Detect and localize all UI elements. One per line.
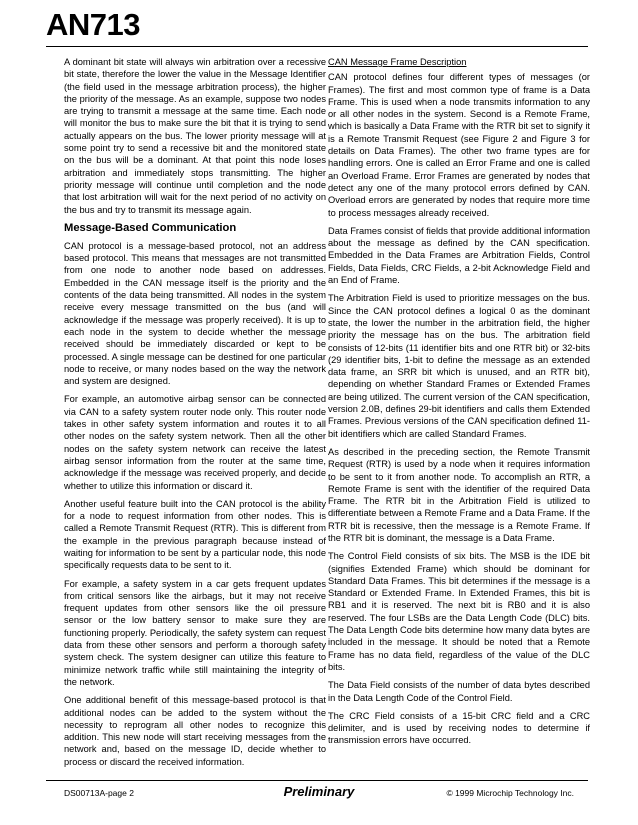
doc-number: DS00713A-page 2 [64,788,134,798]
footer [64,784,574,802]
header-divider [46,46,588,47]
paragraph: CAN protocol defines four different types of messages (or Frames). The first and most common type of frame is a Data Frame. This is used when a node transmits information to any or all other nodes in the system. Second is a Remote Frame, which is basically a Data Frame with the RTR bit set to signify it is a Remote Transmit Request (see Figure 2 and Figure 3 for details on Data Frames). The other two frame types are for handling errors. One is called an Error Frame and one is called an Overload Frame. Error Frames are generated by nodes that detect any one of the many protocol errors defined by CAN. Overload errors are generated by nodes that require more time to process messages already received. [328,72,590,218]
status-label: Preliminary [283,784,355,799]
paragraph: CAN protocol is a message-based protocol, not an address based protocol. This means that messages are not transmitted from one node to another node based on addresses. Embedded in the CAN message itself is the priority and the contents of the data being transmitted. All nodes in the system receive every message transmitted on the bus (and will acknowledge if the message was properly received). It is up to each node in the system to decide whether the message received should be immediately discarded or kept to be processed. A single message can be destined for one particular node to receive, or many nodes based on the way the network and system are designed. [64,240,326,387]
paragraph: For example, a safety system in a car gets frequent updates from critical sensors like the airbags, but it may not receive frequent updates from other sensors like the oil pressure sensor or the low battery sensor to make sure they are functioning properly. Periodically, the safety system can request data from these other sensors and perform a thorough safety system check. The system designer can utilize this feature to minimize network traffic while still maintaining the integrity of the network. [64,578,326,687]
copyright: © 1999 Microchip Technology Inc. [446,788,574,798]
subsection-heading: CAN Message Frame Description [328,57,467,67]
page-title: AN713 [46,7,140,42]
paragraph: One additional benefit of this message-based protocol is that additional nodes can be added to the system without the necessity to reprogram all other nodes to recognize this addition. This new node will start receiving messages from the network and, based on the message ID, decide whether to process or discard the received information. [64,695,326,767]
paragraph: A dominant bit state will always win arbitration over a recessive bit state, therefore the lower the value in the Message Identifier (the field used in the message arbitration process), the higher the priority of the message. As an example, suppose two nodes are trying to transmit a message at the same time. Each node will monitor the bus to make sure the bit that it is trying to send actually appears on the bus. The lower priority message will at some point try to send a recessive bit and the monitored state on the bus will be a dominant. At that point this node loses arbitration and immediately stops transmitting. The higher priority message will continue until completion and the node that lost arbitration will wait for the next period of no activity on the bus and try to transmit its message again. [64,57,326,215]
paragraph: For example, an automotive airbag sensor can be connected via CAN to a safety system router node only. This router node takes in other safety system information and routes it to all other nodes on the safety system network. Then all the other nodes on the safety system network can receive the latest airbag sensor information from the router at the same time, acknowledge if the message was received properly, and decide whether to utilize this information or discard it. [64,394,326,491]
left-column [64,56,326,774]
paragraph: Another useful feature built into the CAN protocol is the ability for a node to request information from other nodes. This is called a Remote Transmit Request (RTR). This is different from the example in the previous paragraph because instead of waiting for information to be sent by a particular node, this node specifically requests data to be sent to it. [64,498,326,571]
paragraph: Data Frames consist of fields that provide additional information about the message as defined by the CAN specification. Embedded in the Data Frames are Arbitration Fields, Control Fields, Data Fields, CRC Fields, a 2-bit Acknowledge Field and an End of Frame. [328,225,590,286]
paragraph: The Data Field consists of the number of data bytes described in the Data Length Code of the Control Field. [328,680,590,703]
right-column [328,56,590,753]
paragraph: The Arbitration Field is used to prioritize messages on the bus. Since the CAN protocol defines a logical 0 as the dominant state, the lower the number in the arbitration field, the higher priority the message has on the bus. The arbitration field consists of 12-bits (11 identifier bits and one RTR bit) or 32-bits (29 identifier bits, 1-bit to define the message as an extended data frame, an SRR bit which is unused, and an RTR bit), depending on whether Standard Frames or Extended Frames are being utilized. The current version of the CAN specification, version 2.0B, defines 29-bit identifiers and calls them Extended Frames. Previous versions of the CAN specification defined 11-bit identifiers which are called Standard Frames. [328,293,590,439]
section-heading: Message-Based Communication [64,221,237,234]
paragraph: The Control Field consists of six bits. The MSB is the IDE bit (signifies Extended Frame) which should be dominant for Standard Data Frames. This bit determines if the message is a Standard or Extended Frame. In Extended Frames, this bit is RB1 and it is reserved. The next bit is RB0 and it is also reserved. The four LSBs are the Data Length Code (DLC) bits. The Data Length Code bits determine how many data bytes are included in the message. It should be noted that a Remote Frame has no data field, regardless of the value of the DLC bits. [328,551,590,672]
footer-divider [46,780,588,781]
paragraph: As described in the preceding section, the Remote Transmit Request (RTR) is used by a node when it requires information to be sent to it from another node. To accomplish an RTR, a Remote Frame is sent with the identifier of the required Data Frame. The RTR bit in the Arbitration Field is utilized to differentiate between a Remote Frame and a Data Frame. If the RTR bit is recessive, then the message is a Remote Frame. If the RTR bit is dominant, the message is a Data Frame. [328,446,590,543]
paragraph: The CRC Field consists of a 15-bit CRC field and a CRC delimiter, and is used by receiving nodes to determine if transmission errors have occurred. [328,710,590,746]
